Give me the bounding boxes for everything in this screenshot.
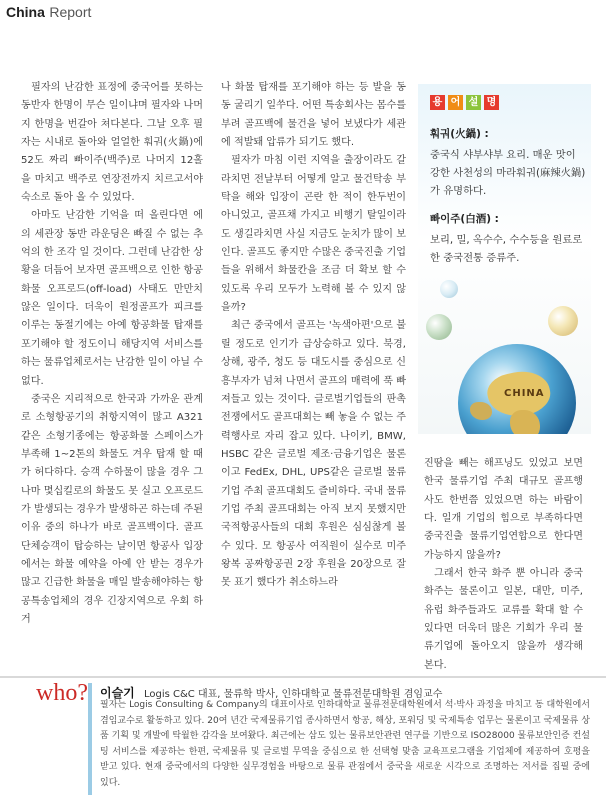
- article-column-1: [21, 79, 203, 629]
- author-title: Logis C&C 대표, 물류학 박사, 인하대학교 물류전문대학원 겸임교수: [143, 689, 443, 700]
- article-column-3: [424, 455, 583, 675]
- glossary-box: [418, 84, 591, 434]
- glossary-badges: [430, 95, 499, 110]
- footer-divider: [0, 676, 606, 678]
- glossary-desc-1: 중국식 샤부샤부 요리. 매운 맛이 강한 사천성의 마라훠궈(麻辣火鍋)가 유명하다.: [430, 149, 586, 197]
- globe-illustration: [458, 344, 576, 434]
- decor-ball: [426, 314, 452, 340]
- glossary-desc-2: 보리, 밀, 옥수수, 수수등을 원료로 한 중국전통 증류주.: [430, 234, 583, 264]
- paragraph: 중국은 지리적으로 한국과 가까운 관계로 소형항공기의 취항지역이 많고 A321같은 소형기종에는 항공화물 스페이스가 부족해 1~2톤의 화물도 겨우 탑재 할 때가 허다하다. 승객 수하물이 많을 경우 그나마 몇십킬로의 화물도 못 실고 오프로드가 발생되는 경우가 발생하곤 하는데 주된 이유 중의 하나가 바로 골프백이다. 골프단체승객이 탑승하는 날이면 항공사 입장에서는 화물 예약을 아예 안 받는 경우가 많고 긴급한 화물을 매일 발송해야하는 항공특송업체의 경우 긴장지역으로 우회 하거: [21, 393, 203, 625]
- who-accent-bar: [88, 683, 92, 795]
- badge: 용: [430, 95, 445, 110]
- paragraph: 그래서 한국 화주 뿐 아니라 중국 화주는 물론이고 일본, 대만, 미주, 유럽 화주들과도 교류를 확대 할 수 있다면 더욱더 많은 기회가 우리 물류기업에 돌아오지 않을까 생각해 본다.: [424, 568, 583, 671]
- decor-ball: [440, 280, 458, 298]
- paragraph: 필자가 마침 이런 지역을 출장이라도 갈라치면 전날부터 어떻게 알고 물건탁송 부탁을 해와 입장이 곤란 한 적이 한두번이 아니었고, 골프채 가지고 비행기 탈일이라도 생길라치면 사실 지금도 눈치가 많이 보인다. 골프도 좋지만 수많은 중국진출 기업들을 위해서 화물칸을 조금 더 확보 할 수 있도록 우리 모두가 노력해 볼 수 있지 않을까?: [221, 155, 407, 314]
- article-column-2: [221, 79, 406, 593]
- header-brand: China: [6, 4, 45, 20]
- paragraph: 나 화물 탑재를 포기해야 하는 등 발을 동동 굴리기 일쑤다. 어떤 특송회사는 몸수를 부려 골프백에 물건을 넣어 보냈다가 세관에 적발돼 압류가 되기도 했다.: [221, 82, 407, 149]
- paragraph: 필자의 난감한 표정에 중국어를 못하는 동반자 한명이 무슨 일이냐며 필자와 나머지 한명을 번갈아 쳐다본다. 그날 오후 필자는 시내로 돌아와 얼얼한 훠궈(火鍋)에 52도 짜리 빠이주(백주)로 나머지 12홀을 마치고 백주로 연장전까지 치르고서야 숙소로 돌아 올 수 있었다.: [21, 82, 203, 204]
- paragraph: 아마도 난감한 기억을 떠 올린다면 에의 세관장 동반 라운딩은 빠질 수 없는 추억의 한 조각 일 것이다. 그런데 난감한 상황을 더듬어 보자면 골프백으로 인한 항공화물 오프로드(off-load) 사태도 만만치 않은 일이다. 더욱이 원정골프가 피크를 이루는 동절기에는 아예 항공화물 탑재를 포기해야 할 정도이니 해당지역 서비스를 하는 물류업체로서는 난감한 일이 아닐 수 없다.: [21, 210, 203, 387]
- page-header: [6, 4, 91, 21]
- badge: 명: [484, 95, 499, 110]
- decor-ball: [548, 306, 578, 336]
- glossary-term-1: 훠궈(火鍋) :: [430, 128, 489, 140]
- globe-label: CHINA: [504, 388, 545, 399]
- badge: 설: [466, 95, 481, 110]
- author-name: 이슬기: [100, 686, 135, 700]
- paragraph: 최근 중국에서 골프는 '녹색아편'으로 불릴 정도로 인기가 급상승하고 있다. 북경, 상해, 광주, 청도 등 대도시를 중심으로 신흥부자가 넘쳐 나면서 골프의 매력에 푹 빠져들고 있는 것이다. 글로벌기업들의 판촉전쟁에서도 골프대회는 빼 놓을 수 없는 주력행사로 자리 잡고 있다. 나이키, BMW, HSBC 같은 글로벌 제조·금융기업은 물론이고 FedEx, DHL, UPS같은 글로벌 물류기업 주최 골프대회도 즐비하다. 국내 물류기업 주최 골프대회는 아직 보지 못했지만 국적항공사들의 대회 후원은 심심찮게 볼 수 있다. 모 항공사 여직원이 실수로 미주 왕복 공짜항공권 2장 후원을 20장으로 잘못 표기 했다가 취소하느라: [221, 320, 407, 589]
- header-section: Report: [49, 4, 92, 20]
- who-label: who?: [36, 680, 88, 706]
- badge: 어: [448, 95, 463, 110]
- author-bio: 필자는 Logis Consulting & Company의 대표이사로 인하대학교 물류전문대학원에서 석·박사 과정을 마치고 동 대학원에서 겸임교수로 활동하고 있다. 20여 년간 국제물류기업 종사하면서 항공, 해상, 포워딩 및 국제특송 업무는 물론이고 국제물류 상품 기획 및 개발에 탁월한 감각을 보여왔다. 최근에는 삼도 있는 물류보안관련 연구를 기반으로 ISO28000 물류보안인증 컨설팅 서비스를 제공하는 한편, 국제물류 및 글로벌 무역을 중심으로 한 선택형 맞춤 교육프로그램을 기업체에 제공하여 호평을 받고 있다. 현재 중국에서의 다양한 실무경험을 바탕으로 물류 관점에서 중국을 새로운 시각으로 조명하는 저서를 집필 중에 있다.: [100, 700, 590, 788]
- glossary-term-2: 빠이주(白酒) :: [430, 213, 499, 225]
- paragraph: 진땀을 빼는 해프닝도 있었고 보면 한국 물류기업 주최 대규모 골프행사도 한번쯤 있었으면 하는 바람이다. 일개 기업의 힘으로 부족하다면 중국진출 물류기업연합으로 한다면 가능하지 않을까?: [424, 458, 583, 561]
